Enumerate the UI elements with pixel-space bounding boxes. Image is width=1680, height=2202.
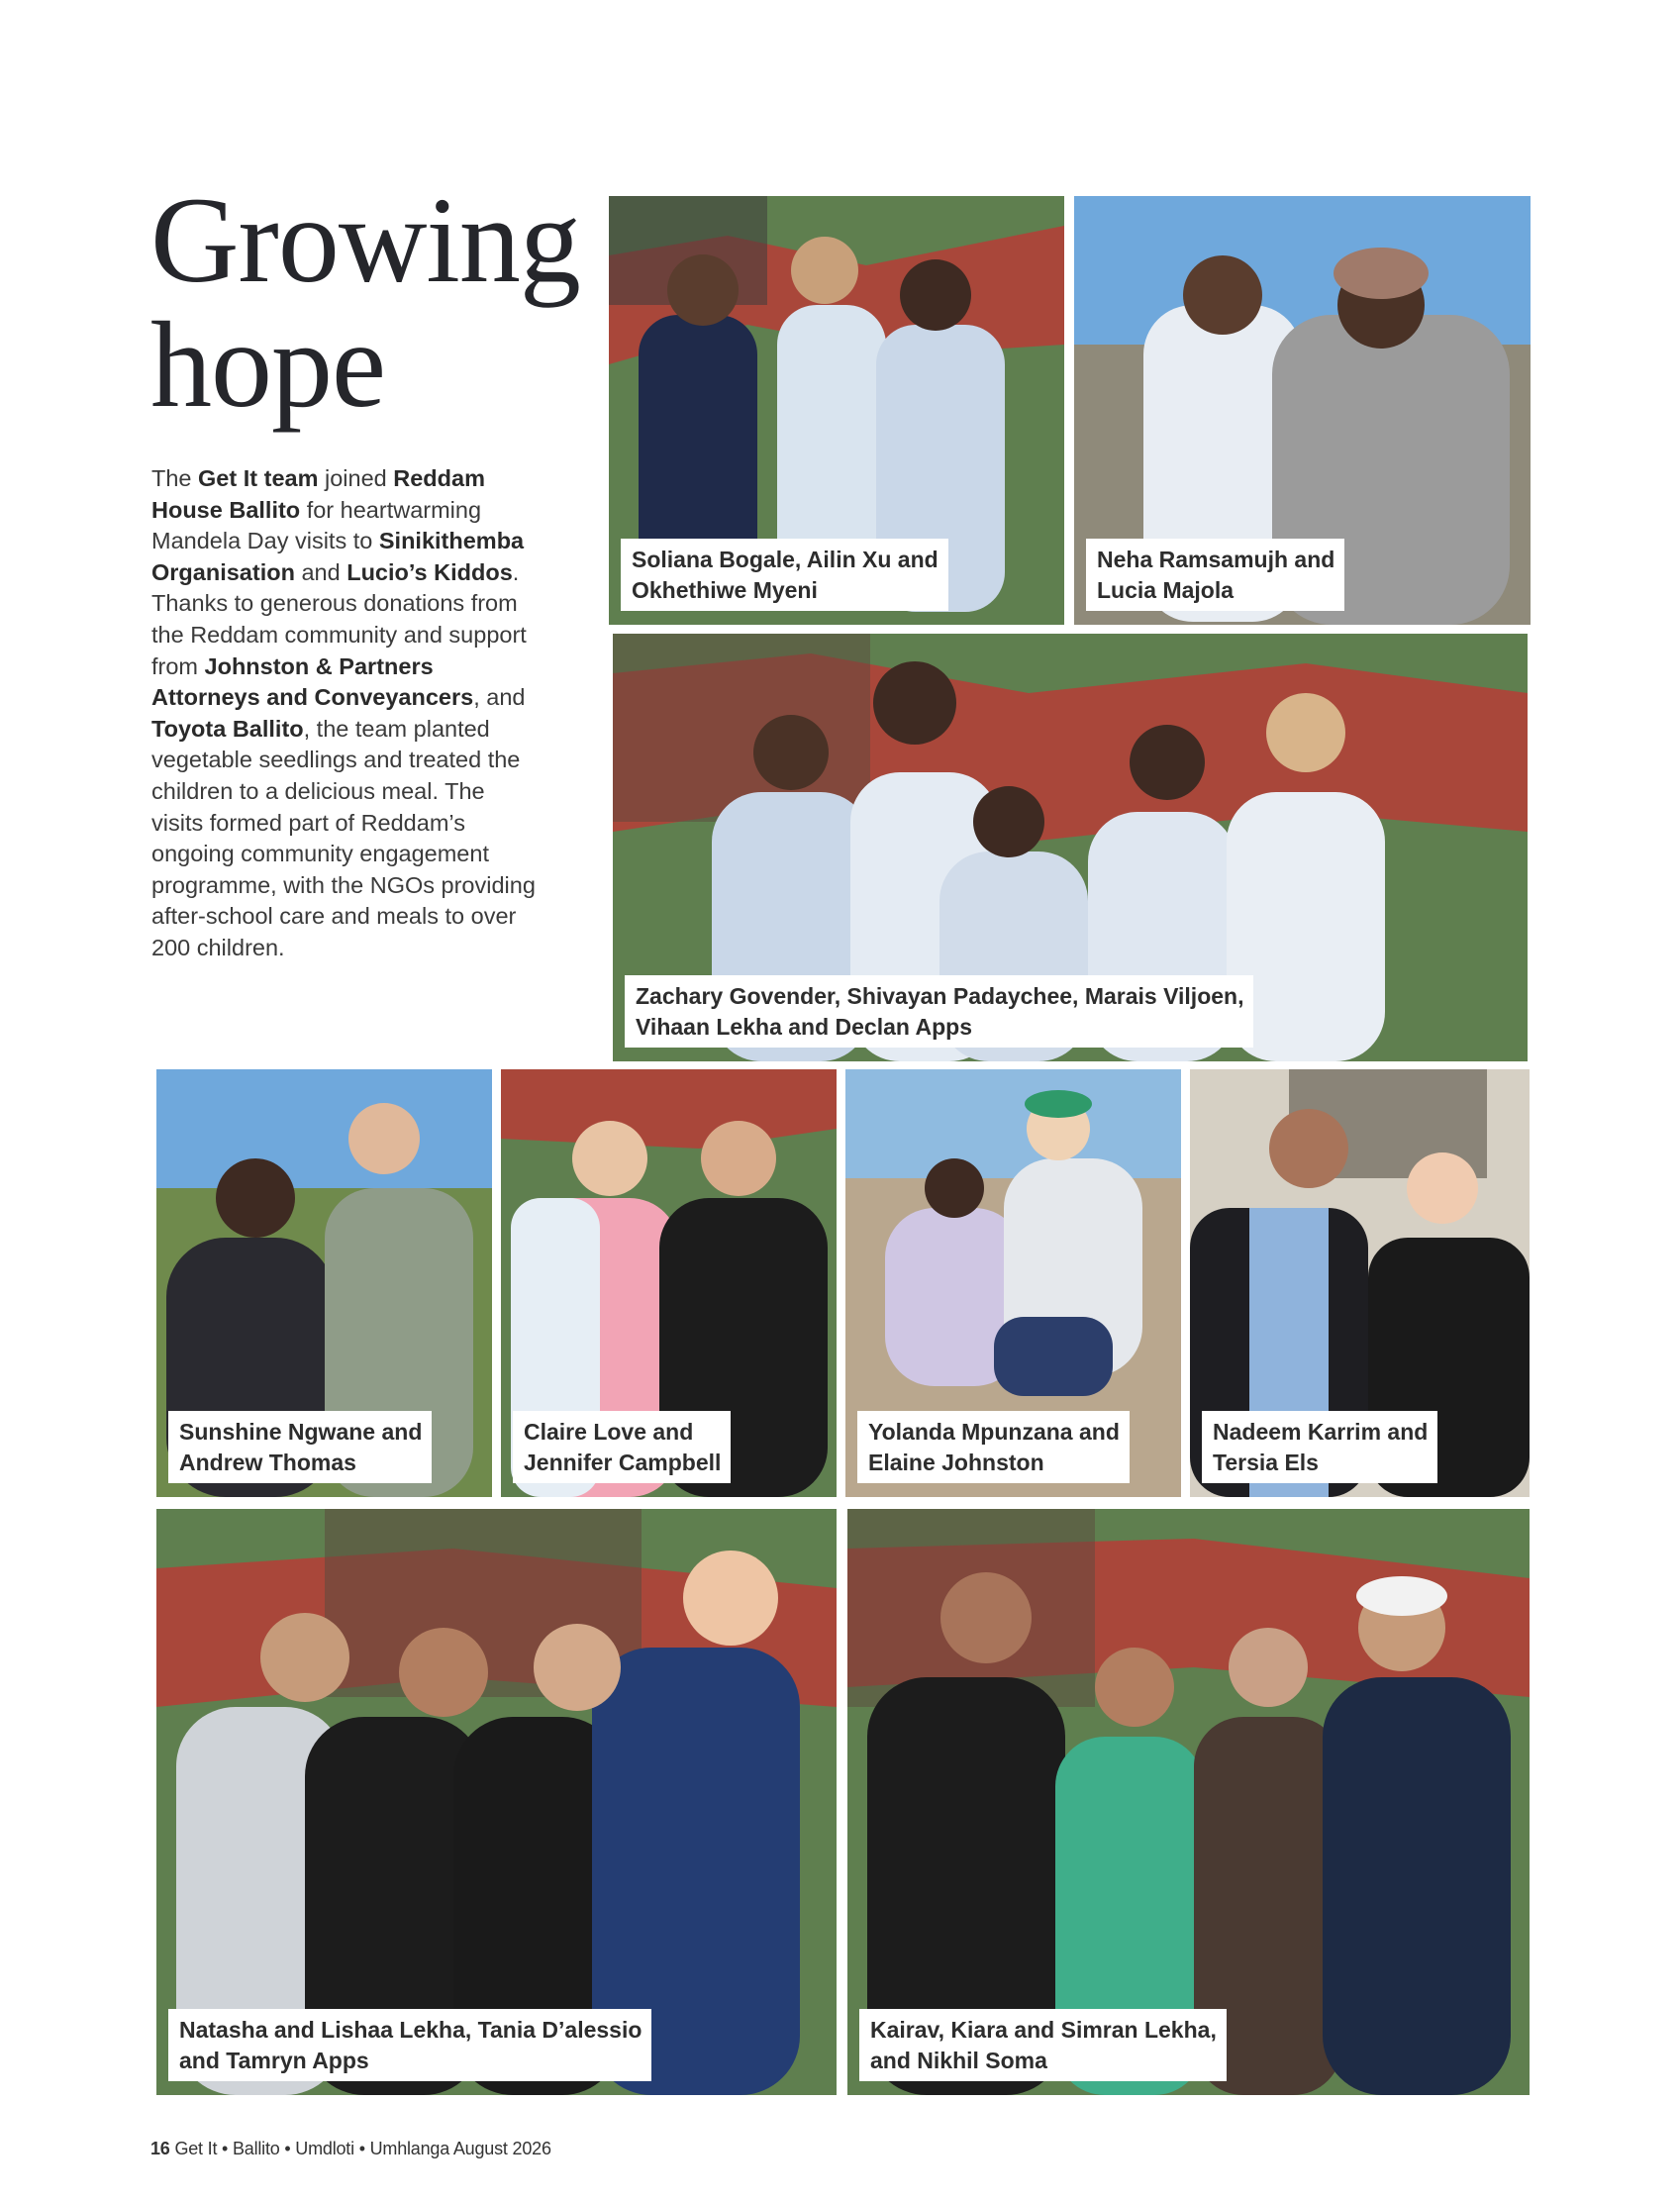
photo-7-caption [1202,1411,1437,1483]
caption-line: Zachary Govender, Shivayan Padaychee, Marais Viljoen, [636,983,1244,1009]
intro-bold-run: Sinikithemba Organisation [151,528,525,585]
article-intro [151,463,543,964]
intro-bold-run: Lucio’s Kiddos [346,558,513,585]
issue-date: August 2026 [452,2139,551,2158]
photo-8-caption [168,2009,651,2081]
intro-bold-run: Toyota Ballito [151,715,304,742]
photo-6 [845,1069,1181,1497]
photo-7 [1190,1069,1530,1497]
photo-1-caption [621,539,948,611]
title-line-2: hope [150,297,386,433]
caption-line: and Tamryn Apps [179,2048,369,2073]
intro-run: , the team planted vegetable seedlings and treated the children to a delicious meal. The visits formed part of Reddam’s ongoing community engagement programme, with the NGOs providing after-school care and meals to over 200 children. [151,715,536,960]
page-footer [150,2139,551,2159]
caption-line: Okhethiwe Myeni [632,577,818,603]
caption-line: Neha Ramsamujh and [1097,547,1335,572]
caption-line: Jennifer Campbell [524,1450,722,1475]
intro-bold-run: Get It team [198,465,319,491]
photo-8-image [156,1509,837,2095]
caption-line: Tersia Els [1213,1450,1319,1475]
photo-9-caption [859,2009,1227,2081]
intro-run: , and [473,684,526,711]
photo-8 [156,1509,837,2095]
photo-1 [609,196,1064,625]
photo-2-caption [1086,539,1344,611]
intro-bold-run: Johnston & Partners Attorneys and Conveyancers [151,652,474,711]
photo-4 [156,1069,492,1497]
intro-bold-run: Reddam House Ballito [151,465,485,523]
page-number: 16 [150,2139,170,2158]
publication-name: Get It • Ballito • Umdloti • Umhlanga [174,2139,450,2158]
caption-line: Sunshine Ngwane and [179,1419,423,1445]
intro-run: . Thanks to generous donations from the Reddam community and support from [151,558,527,679]
photo-9-image [847,1509,1530,2095]
intro-run: and [294,558,347,585]
caption-line: Lucia Majola [1097,577,1235,603]
caption-line: Nadeem Karrim and [1213,1419,1429,1445]
caption-line: Yolanda Mpunzana and [868,1419,1120,1445]
photo-2 [1074,196,1531,625]
photo-3-caption [625,975,1253,1048]
intro-run: joined [318,465,394,491]
photo-9 [847,1509,1530,2095]
photo-4-caption [168,1411,432,1483]
title-line-1: Growing [150,172,580,308]
caption-line: Natasha and Lishaa Lekha, Tania D’alessio [179,2017,642,2043]
photo-6-caption [857,1411,1130,1483]
photo-3 [613,634,1528,1061]
photo-5-caption [513,1411,731,1483]
photo-5 [501,1069,837,1497]
caption-line: Soliana Bogale, Ailin Xu and [632,547,939,572]
caption-line: and Nikhil Soma [870,2048,1047,2073]
caption-line: Vihaan Lekha and Declan Apps [636,1014,972,1040]
caption-line: Andrew Thomas [179,1450,356,1475]
article-title [150,172,586,433]
caption-line: Elaine Johnston [868,1450,1044,1475]
intro-run: for heartwarming Mandela Day visits to [151,496,482,554]
caption-line: Kairav, Kiara and Simran Lekha, [870,2017,1217,2043]
caption-line: Claire Love and [524,1419,694,1445]
intro-run: The [151,465,199,491]
